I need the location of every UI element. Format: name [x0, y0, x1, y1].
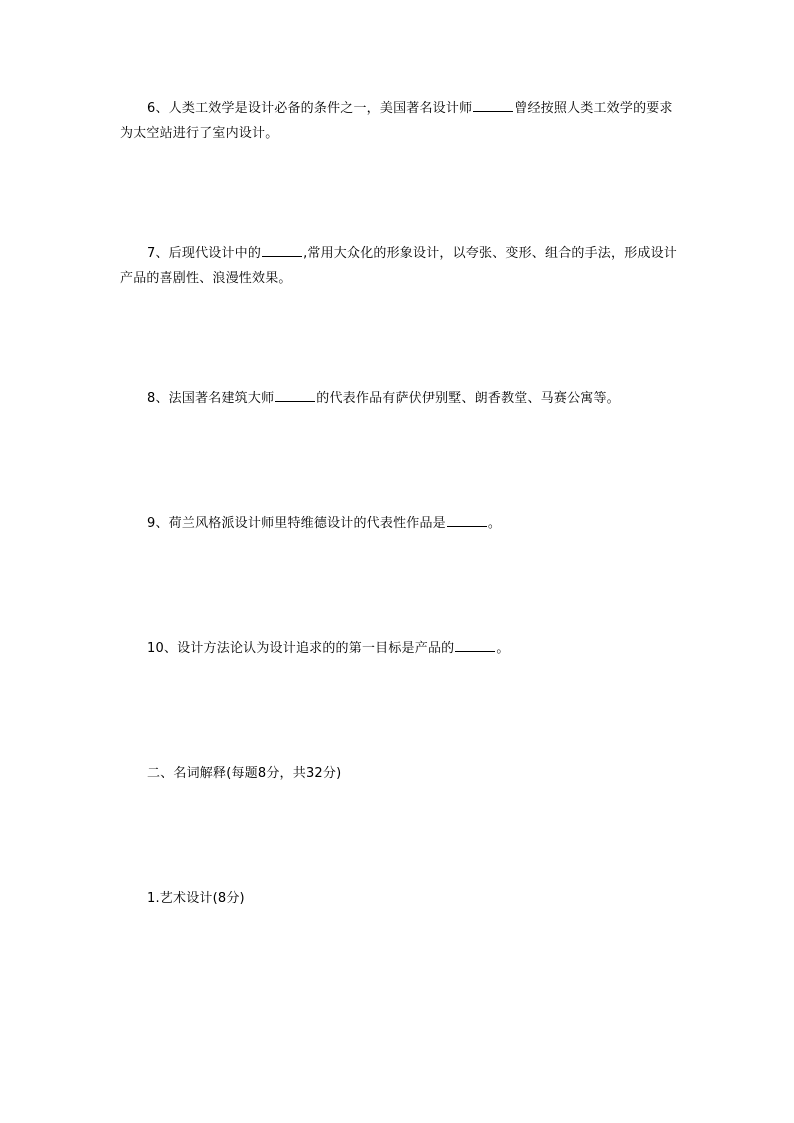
- question-9-text-after: 。: [487, 516, 502, 531]
- answer-blank: [473, 98, 513, 112]
- question-8-text-after: 的代表作品有萨伏伊别墅、朗香教堂、马赛公寓等。: [316, 391, 620, 406]
- term-item: [120, 886, 680, 911]
- question-10-text-after: 。: [496, 641, 510, 656]
- question-8-text-before: 8、法国著名建筑大师: [147, 391, 275, 406]
- question-9-text-before: 9、荷兰风格派设计师里特维德设计的代表性作品是: [147, 516, 446, 531]
- question-7-text-after: ,常用大众化的形象设计，以夸张、变形、组合的手法，形成设计产品的喜剧性、浪漫性效果。: [120, 246, 678, 286]
- question-10: [120, 636, 680, 661]
- question-6-text-after: 曾经按照人类工效学的要求为太空站进行了室内设计。: [120, 101, 673, 141]
- question-7: [120, 241, 680, 291]
- question-6-text-before: 6、人类工效学是设计必备的条件之一，美国著名设计师: [147, 101, 473, 116]
- answer-blank: [262, 243, 302, 257]
- question-8: [120, 386, 680, 411]
- question-9: [120, 511, 680, 536]
- question-7-text-before: 7、后现代设计中的: [147, 246, 262, 261]
- question-10-text-before: 10、设计方法论认为设计追求的的第一目标是产品的: [147, 641, 455, 656]
- answer-blank: [455, 638, 495, 652]
- term-1-label: 1.艺术设计(8分): [147, 891, 245, 906]
- section-2-heading: 二、名词解释(每题8分，共32分): [147, 766, 342, 781]
- answer-blank: [275, 388, 315, 402]
- answer-blank: [447, 513, 487, 527]
- question-6: [120, 96, 680, 146]
- section-heading: [120, 761, 680, 786]
